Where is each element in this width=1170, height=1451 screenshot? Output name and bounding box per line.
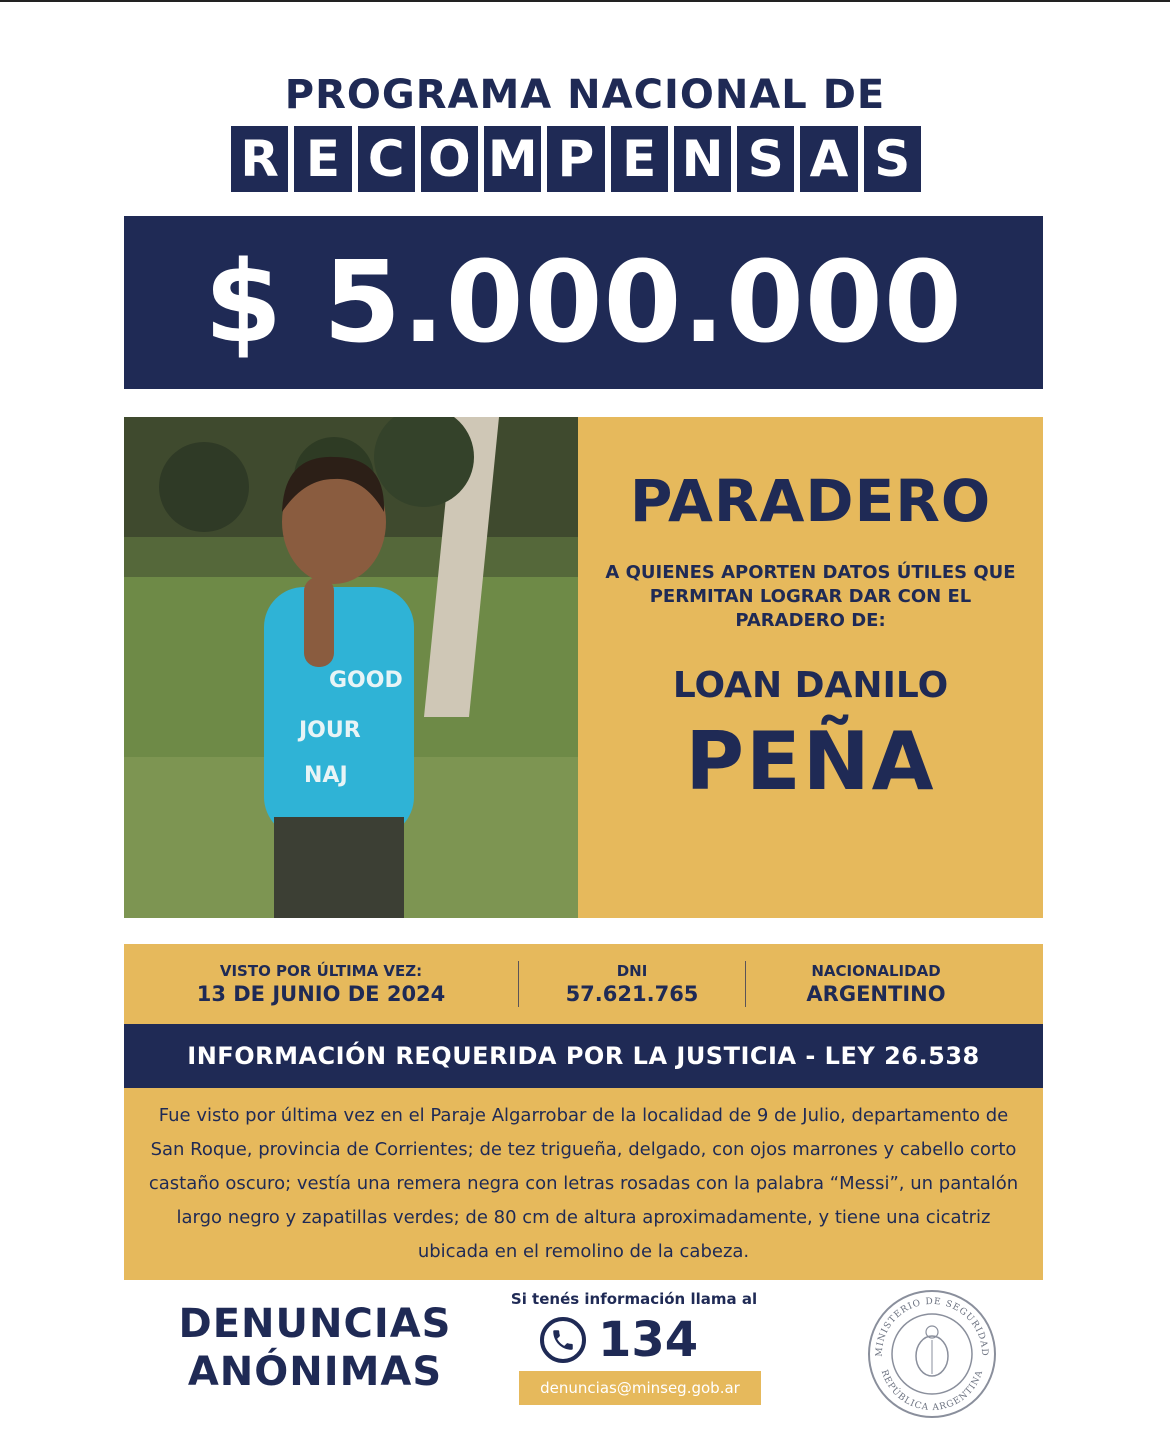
- anon-line-2: ANÓNIMAS: [187, 1349, 443, 1395]
- letter-box: P: [547, 126, 604, 192]
- phone-icon-glyph: [550, 1327, 576, 1353]
- paradero-title: PARADERO: [629, 467, 992, 535]
- phone-number[interactable]: 134: [598, 1312, 699, 1368]
- svg-text:GOOD: GOOD: [329, 668, 403, 693]
- reward-amount: $ 5.000.000: [204, 237, 963, 368]
- recompensas-heading: [231, 126, 921, 192]
- letter-box: S: [864, 126, 921, 192]
- call-label: Si tenés información llama al: [510, 1290, 758, 1308]
- person-first-names: LOAN DANILO: [672, 665, 949, 706]
- fact-label: NACIONALIDAD: [811, 962, 941, 980]
- description-box: [124, 1088, 1043, 1280]
- seal-text-top: MINISTERIO DE SEGURIDAD: [874, 1296, 990, 1357]
- fact-last-seen: [124, 961, 518, 1007]
- letter-box: R: [231, 126, 288, 192]
- top-border-line: [0, 0, 1170, 2]
- svg-text:NAJ: NAJ: [304, 763, 348, 788]
- person-last-name: PEÑA: [685, 715, 936, 808]
- seal-text-bottom: REPÚBLICA ARGENTINA: [878, 1368, 986, 1414]
- paradero-description: A QUIENES APORTEN DATOS ÚTILES QUE PERMITAN LOGRAR DAR CON EL PARADERO DE:: [605, 562, 1016, 631]
- letter-box: N: [674, 126, 731, 192]
- law-text: INFORMACIÓN REQUERIDA POR LA JUSTICIA - LEY 26.538: [187, 1042, 980, 1070]
- anonymous-reports-heading: [140, 1300, 490, 1396]
- fact-label: VISTO POR ÚLTIMA VEZ:: [219, 962, 423, 980]
- law-bar: [124, 1024, 1043, 1088]
- program-title: PROGRAMA NACIONAL DE: [284, 72, 886, 118]
- letter-box: A: [800, 126, 857, 192]
- letter-box: C: [358, 126, 415, 192]
- letter-box: E: [611, 126, 668, 192]
- letter-box: S: [737, 126, 794, 192]
- ministry-seal: [866, 1288, 998, 1420]
- divider: [745, 961, 746, 1007]
- missing-person-photo: [124, 417, 578, 918]
- photo-illustration: [124, 417, 578, 918]
- facts-bar: [124, 944, 1043, 1024]
- divider: [518, 961, 519, 1007]
- anon-line-1: DENUNCIAS: [178, 1301, 452, 1347]
- fact-dni: [519, 961, 745, 1007]
- description-text: Fue visto por última vez en el Paraje Algarrobar de la localidad de 9 de Julio, departamento de San Roque, provincia de Corrientes; de tez trigueña, delgado, con ojos marrones y cabello corto castaño oscuro; vestía una remera negra con letras rosadas con la palabra “Messi”, un pantalón largo negro y zapatillas verdes; de 80 cm de altura aproximadamente, y tiene una cicatriz ubicada en el remolino de la cabeza.: [148, 1105, 1019, 1262]
- fact-label: DNI: [616, 962, 648, 980]
- paradero-panel: [578, 417, 1043, 918]
- fact-value: ARGENTINO: [806, 982, 946, 1006]
- seal-emblem: [866, 1288, 998, 1420]
- svg-text:JOUR: JOUR: [299, 718, 361, 743]
- reward-amount-banner: [124, 216, 1043, 389]
- phone-row[interactable]: [540, 1312, 740, 1368]
- fact-value: 13 DE JUNIO DE 2024: [196, 982, 446, 1006]
- letter-box: M: [484, 126, 541, 192]
- fact-value: 57.621.765: [565, 982, 699, 1006]
- letter-box: E: [294, 126, 351, 192]
- phone-icon: [540, 1317, 586, 1363]
- fact-nationality: [746, 961, 1006, 1007]
- email-link[interactable]: denuncias@minseg.gob.ar: [519, 1371, 761, 1405]
- letter-box: O: [421, 126, 478, 192]
